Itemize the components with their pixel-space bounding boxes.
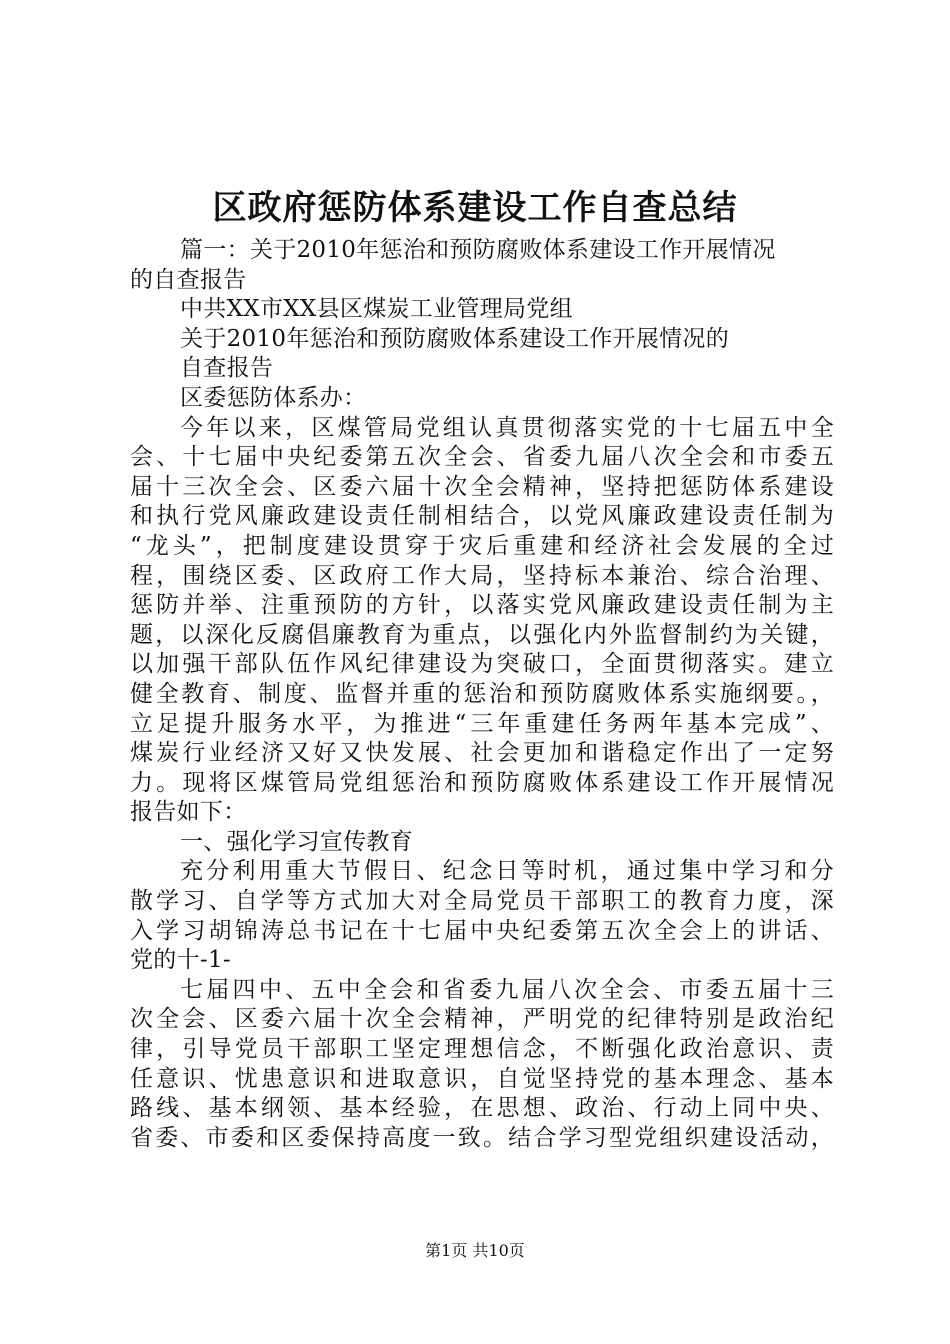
paragraph-line: 入学习胡锦涛总书记在十七届中央纪委第五次全会上的讲话、 [130, 917, 834, 944]
page-number-footer: 第1页 共10页 [425, 1241, 525, 1260]
paragraph-line: 煤炭行业经济又好又快发展、社会更加和谐稳定作出了一定努 [130, 740, 834, 767]
document-title: 区政府惩防体系建设工作自查总结 [212, 188, 738, 228]
paragraph-line: 和执行党风廉政建设责任制相结合，以党风廉政建设责任制为 [130, 503, 834, 530]
section-heading: 一、强化学习宣传教育 [180, 828, 413, 855]
paragraph-line: 报告如下： [130, 799, 247, 826]
paragraph-line: 七届四中、五中全会和省委九届八次全会、市委五届十三 [180, 976, 834, 1003]
paragraph-line: “龙头”，把制度建设贯穿于灾后重建和经济社会发展的全过 [130, 532, 834, 559]
paragraph-line: 立足提升服务水平，为推进“三年重建任务两年基本完成”、 [130, 710, 834, 737]
paragraph-line: 中共XX市XX县区煤炭工业管理局党组 [180, 296, 573, 323]
paragraph-line: 以加强干部队伍作风纪律建设为突破口，全面贯彻落实。建立 [130, 651, 834, 678]
paragraph-line: 的自查报告 [130, 266, 247, 293]
document-body [130, 236, 834, 1153]
paragraph-line: 篇一：关于2010年惩治和预防腐败体系建设工作开展情况 [180, 237, 776, 263]
paragraph-line: 届十三次全会、区委六届十次全会精神，坚持把惩防体系建设 [130, 473, 834, 500]
paragraph-line: 任意识、忧患意识和进取意识，自觉坚持党的基本理念、基本 [130, 1065, 834, 1092]
paragraph-line: 健全教育、制度、监督并重的惩治和预防腐败体系实施纲要。， [130, 680, 834, 707]
paragraph-line: 散学习、自学等方式加大对全局党员干部职工的教育力度，深 [130, 888, 834, 915]
paragraph-line: 程，围绕区委、区政府工作大局，坚持标本兼治、综合治理、 [130, 562, 834, 589]
paragraph-line: 自查报告 [180, 355, 274, 382]
paragraph-line: 会、十七届中央纪委第五次全会、省委九届八次全会和市委五 [130, 444, 834, 471]
paragraph-line: 惩防并举、注重预防的方针，以落实党风廉政建设责任制为主 [130, 592, 834, 619]
paragraph-line: 今年以来，区煤管局党组认真贯彻落实党的十七届五中全 [180, 414, 834, 441]
paragraph-line: 省委、市委和区委保持高度一致。结合学习型党组织建设活动， [130, 1124, 834, 1151]
paragraph-line: 区委惩防体系办： [180, 384, 367, 411]
paragraph-line: 关于2010年惩治和预防腐败体系建设工作开展情况的 [180, 325, 730, 352]
paragraph-line: 路线、基本纲领、基本经验，在思想、政治、行动上同中央、 [130, 1095, 834, 1122]
paragraph-line: 题，以深化反腐倡廉教育为重点，以强化内外监督制约为关键， [130, 621, 834, 648]
paragraph-line: 次全会、区委六届十次全会精神，严明党的纪律特别是政治纪 [130, 1006, 834, 1033]
paragraph-line: 力。现将区煤管局党组惩治和预防腐败体系建设工作开展情况 [130, 769, 834, 796]
paragraph-line: 充分利用重大节假日、纪念日等时机，通过集中学习和分 [180, 858, 834, 885]
paragraph-line: 律，引导党员干部职工坚定理想信念，不断强化政治意识、责 [130, 1036, 834, 1063]
paragraph-line: 党的十-1- [130, 947, 231, 974]
